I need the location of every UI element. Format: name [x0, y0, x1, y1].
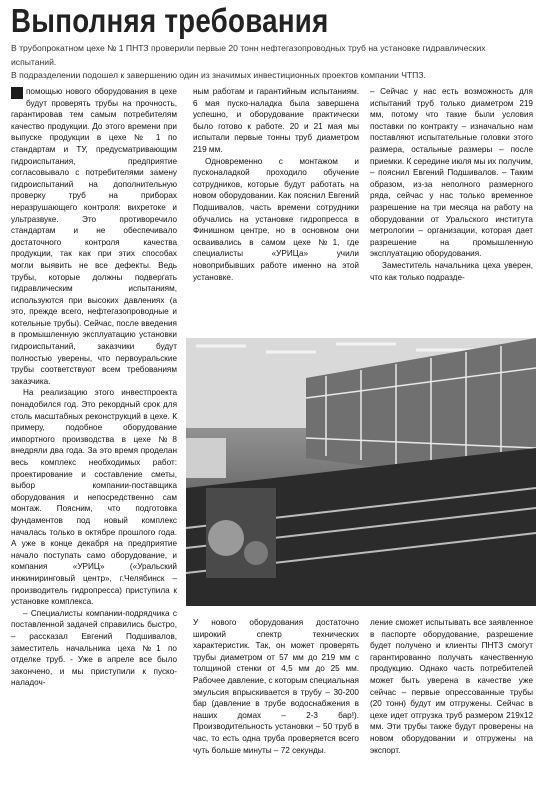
paragraph: помощью нового оборудования в цехе будут проверять трубы на прочность, гарантировав тем самым потребителям качество продукции. До этого времени при выпуске продукции в цехе № 1 по стандартам и ТУ, предусматривающим гидроиспытания, предприятие согласовывало с потребителями замену гидроиспытаний на дополнительную проверку труб на приборах неразрушающего контроля: вихретоке и ультразвуке. Это противоречило стандартам и не обеспечивало достаточного контроля качества продукции, так как при этих способах могли выявить не все дефекты. Ведь трубы, которые должны подвергать гидравлическим испытаниям, используются при высоких давлениях (а это, прежде всего, нефтегазопроводные и котельные трубы). Сейчас, после введения в промышленную эксплуатацию установки гидроиспытаний, заказчики будут полностью уверены, что первоуральские трубы соответствуют всем требованиям заказчика.: [11, 87, 177, 386]
text-column-4: [193, 617, 359, 794]
paragraph: На реализацию этого инвестпроекта понадобился год. Это рекордный срок для столь масштабных реконструкций в цехе. К примеру, подобное оборудование импортного производства в цехе №8 внедряли два года. За это время проделан весь комплекс необходимых работ: проектирование и составление сметы, выбор компании-поставщика оборудования и непосредственно сам монтаж. Поясним, что подготовка фундаментов под новый комплекс началась только в октябре прошлого года. А уже в конце декабря на предприятие начало поступать само оборудование, и компания «УРИЦ» («Уральский инжиниринговый центр», г.Челябинск – производитель гидропресса) приступила к установке комплекса.: [11, 388, 177, 607]
factory-photo-drawing: [186, 338, 536, 606]
lead-line-1: В трубопрокатном цехе № 1 ПНТЗ проверили первые 20 тонн нефтегазопроводных труб на установке гидравлических испытаний.: [11, 43, 486, 67]
lead-line-2: В подразделении подошел к завершению один из значимых инвестиционных проектов компании ЧТПЗ.: [11, 70, 426, 80]
drop-cap: [11, 87, 23, 99]
paragraph: Одновременно с монтажом и пусконаладкой проходило обучение сотрудников, которые будут работать на новом оборудовании. Как пояснил Евгений Подшивалов, часть времени сотрудники обучались на установке гидропресса в Финишном центре, но в основном они осваивались в самом цехе №1, где специалисты «УРИЦа» учили новоприбывших работе именно на этой установке.: [193, 156, 359, 282]
paragraph: – Сейчас у нас есть возможность для испытаний труб только диаметром 219 мм, потому что такие были условия поставки по контракту – изначально нам поставляют испытательные головки этого размера, остальные размеры – после приемки. К середине июля мы их получим, – пояснил Евгений Подшивалов. – Таким образом, из-за неполного размерного ряда, сейчас у нас только временное разрешение на три месяца на работу на оборудовании от Уральского института метрологии – организации, которая дает разрешение на промышленную эксплуатацию оборудования.: [370, 87, 533, 259]
factory-photo: [186, 338, 536, 606]
paragraph: ление сможет испытывать все заявленное в паспорте оборудование, разрешение будет получено и клиенты ПНТЗ смогут гарантированно получать качественную продукцию. Однако часть потребителей может быть уверена в качестве уже сейчас – первые опрессованные трубы (20 тонн) будут им отгружены. Сейчас в цехе идет отгрузка труб размером 219х12 мм. Эти трубы также будут проверены на новом оборудовании и отгружены на экспорт.: [370, 618, 533, 755]
text-column-5: [370, 617, 533, 794]
text-column-1: [11, 86, 177, 794]
paragraph: ным работам и гарантийным испытаниям. 6 мая пуско-наладка была завершена успешно, и оборудование практически было готово к работе. 20 и 21 мая мы испытали первые тонны труб диаметром 219 мм.: [193, 87, 359, 154]
article-lead: [11, 42, 531, 83]
text-column-2: [193, 86, 359, 308]
paragraph: Заместитель начальника цеха уверен, что как только подразде-: [370, 260, 533, 282]
article-title: Выполняя требования: [11, 2, 329, 39]
text-column-3: [370, 86, 533, 334]
paragraph: – Специалисты компании-подрядчика с поставленной задачей справились быстро, – рассказал Евгений Подшивалов, заместитель начальника цеха №1 по отделке труб. - Уже в апреле все было закончено, и мы приступили к пуско-наладоч-: [11, 608, 177, 688]
paragraph: У нового оборудования достаточно широкий спектр технических характеристик. Так, он может проверять трубы диаметром от 57 мм до 219 мм с толщиной стенки от 4,5 мм до 25 мм. Рабочее давление, с которым специальная эмульсия впрыскивается в трубу – 30-200 бар (давление в трубе водоснабжения в наших домах – 2-3 бар!). Производительность установки – 50 труб в час, то есть одна труба проверяется всего чуть больше минуты – 72 секунды.: [193, 618, 359, 755]
